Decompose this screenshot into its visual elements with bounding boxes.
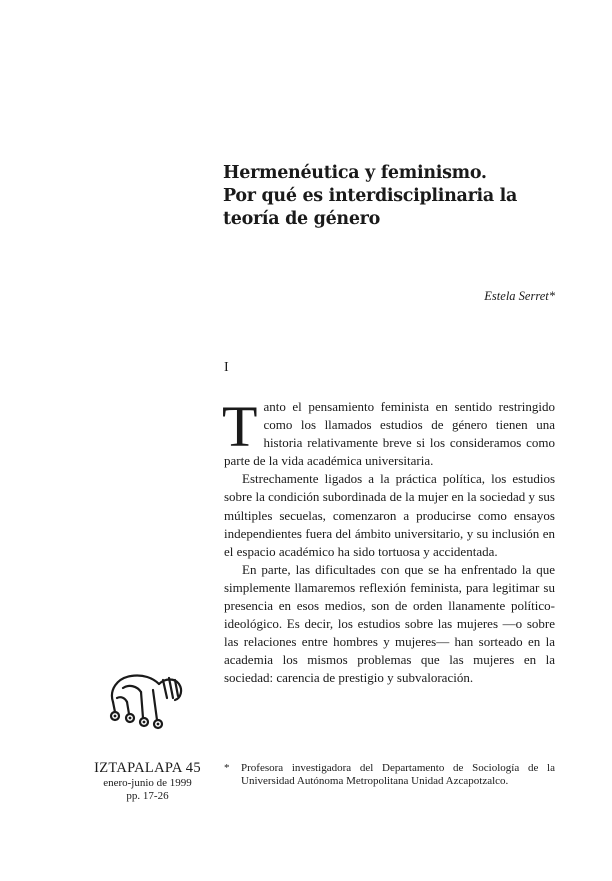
article-title (223, 162, 563, 231)
title-line: Hermenéutica y feminismo. (223, 163, 487, 183)
footnote-mark: * (224, 762, 230, 774)
footnote (224, 762, 555, 787)
title-line: Por qué es interdisciplinaria la (223, 186, 518, 206)
journal-name: IZTAPALAPA 45 (94, 760, 201, 776)
title-line: teoría de género (223, 209, 380, 229)
author-footnote-mark: * (548, 289, 555, 303)
journal-issue: enero-junio de 1999 (103, 777, 192, 789)
paragraph: En parte, las dificultades con que se ha enfrentado la que simplemente llamaremos reflexión feminista, para legitimar su presencia en esos medios, son de orden llanamente político-ideológico. Es decir, los estudios sobre las mujeres —o sobre las relaciones entre hombres y mujeres— han sorteado en la academia los mismos problemas que las mujeres en la sociedad: carencia de prestigio y subvaloración. (224, 561, 555, 686)
paragraph (222, 394, 555, 470)
paragraph: Estrechamente ligados a la práctica política, los estudios sobre la condición subordinada de la mujer en la sociedad y sus múltiples secuelas, comenzaron a producirse como ensayos independientes fuera del ámbito universitario, y su inclusión en el espacio académico ha sido tortuosa y accidentada. (224, 471, 555, 559)
paragraph-text: anto el pensamiento feminista en sentido restringido como los llamados estudios de género tienen una historia relativamente breve si los consideramos como parte de la vida académica universitaria. (224, 399, 555, 469)
article-body (222, 394, 555, 688)
section-number: I (224, 360, 229, 375)
footnote-text: Profesora investigadora del Departamento de Sociología de la Universidad Autónoma Metropolitana Unidad Azcapotzalco. (241, 762, 555, 787)
journal-info (60, 760, 235, 803)
journal-pages: pp. 17-26 (126, 790, 169, 802)
iztapalapa-glyph-icon (103, 668, 189, 730)
author-name: Estela Serret (484, 289, 549, 303)
drop-cap: T (222, 394, 258, 459)
author-byline (484, 289, 555, 304)
